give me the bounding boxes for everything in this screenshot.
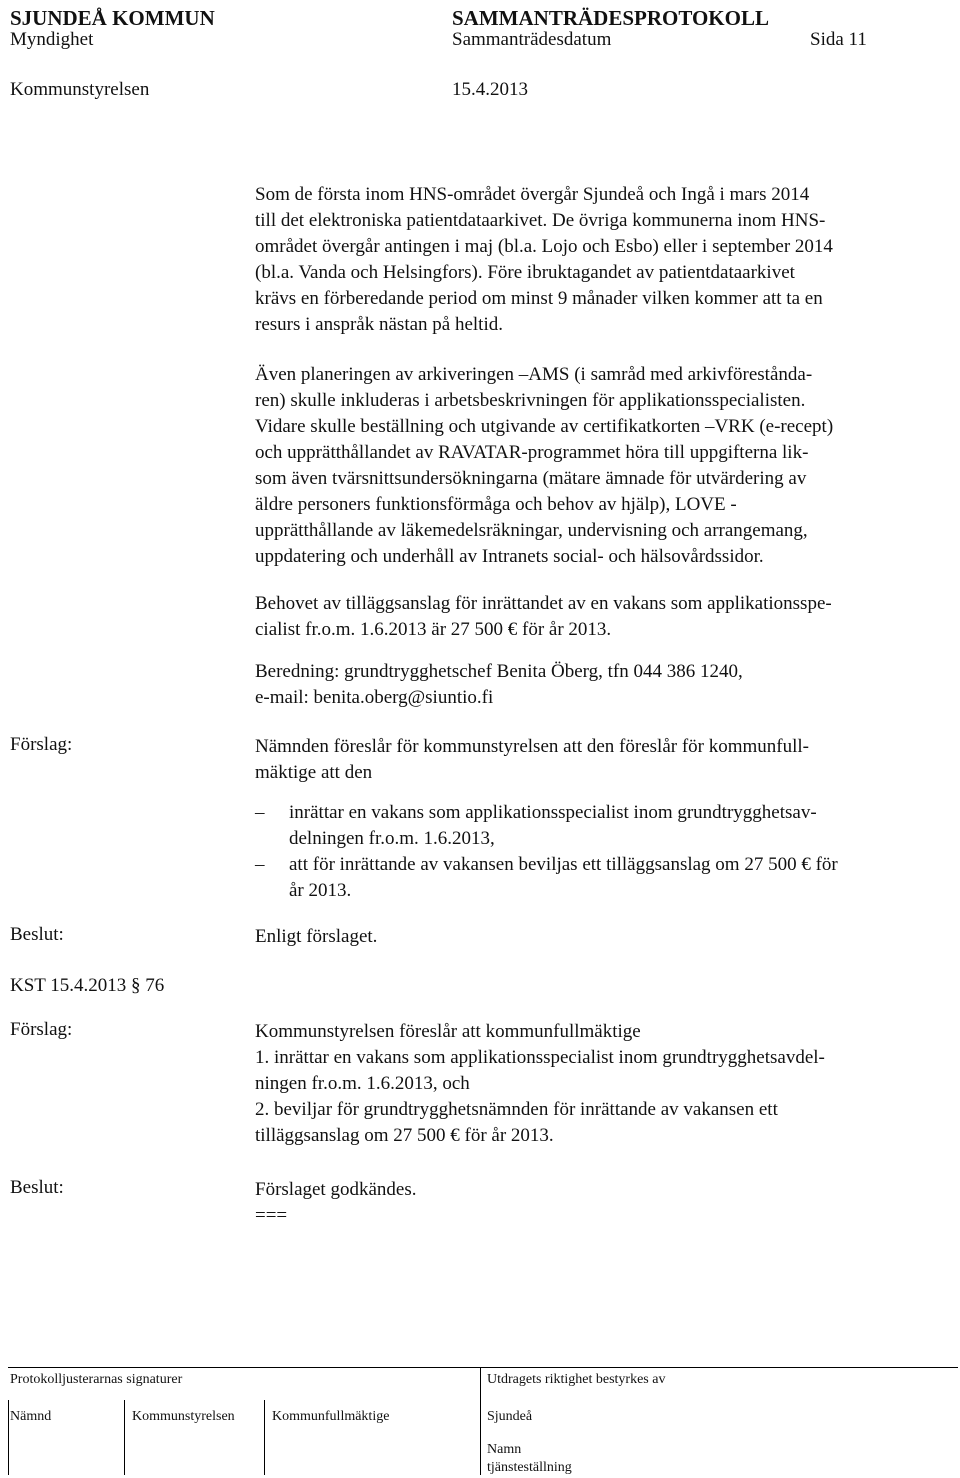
footer-top-rule (8, 1367, 958, 1368)
authority-name: Kommunstyrelsen (10, 79, 150, 100)
footer-rule (8, 1400, 9, 1475)
text-line: Nämnden föreslår för kommunstyrelsen att den föreslår för kommunfull- (255, 736, 810, 757)
text-line: att för inrättande av vakansen beviljas ett tilläggsanslag om 27 500 € för (289, 854, 838, 875)
text-line: krävs en förberedande period om minst 9 månader vilken kommer att ta en (255, 288, 823, 309)
page-number: Sida 11 (810, 29, 867, 50)
text-line: mäktige att den (255, 762, 373, 783)
text-line: uppdatering och underhåll av Intranets social- och hälsovårdssidor. (255, 546, 764, 567)
authority-label: Myndighet (10, 29, 94, 50)
text-line: Beredning: grundtrygghetschef Benita Öberg, tfn 044 386 1240, (255, 661, 743, 682)
footer-rule (124, 1400, 125, 1475)
text-line: 2. beviljar för grundtrygghetsnämnden för inrättande av vakansen ett (255, 1099, 778, 1120)
text-line: upprätthållande av läkemedelsräkningar, undervisning och arrangemang, (255, 520, 808, 541)
text-line: som även tvärsnittsundersökningarna (mätare ämnade för utvärdering av (255, 468, 807, 489)
col-board: Kommunstyrelsen (132, 1409, 235, 1424)
text-line: Som de första inom HNS-området övergår Sjundeå och Ingå i mars 2014 (255, 184, 810, 205)
text-line: och upprätthållandet av RAVATAR-programmet höra till uppgifterna lik- (255, 442, 809, 463)
decision-text: Förslaget godkändes. (255, 1179, 417, 1200)
footer-rule (264, 1400, 265, 1475)
text-line: tilläggsanslag om 27 500 € för år 2013. (255, 1125, 554, 1146)
org-name: SJUNDEÅ KOMMUN (10, 6, 215, 30)
extract-label: Utdragets riktighet bestyrkes av (487, 1372, 666, 1387)
paragraph-job-description (255, 362, 955, 570)
text-line: Även planeringen av arkiveringen –AMS (i samråd med arkivförestånda- (255, 364, 813, 385)
text-line: ren) skulle inkluderas i arbetsbeskrivningen för applikationsspecialisten. (255, 390, 806, 411)
meeting-date: 15.4.2013 (452, 79, 528, 100)
text-line: Kommunstyrelsen föreslår att kommunfullmäktige (255, 1021, 641, 1042)
proposal-board (255, 1019, 955, 1149)
text-line: 1. inrättar en vakans som applikationsspecialist inom grundtrygghetsavdel- (255, 1047, 825, 1068)
text-line: ningen fr.o.m. 1.6.2013, och (255, 1073, 470, 1094)
end-marker: === (255, 1205, 288, 1226)
signatures-label: Protokolljusterarnas signaturer (10, 1372, 183, 1387)
col-committee: Nämnd (10, 1409, 52, 1424)
decision-label: Beslut: (10, 924, 64, 945)
text-line: Behovet av tilläggsanslag för inrättandet av en vakans som applikationsspe- (255, 593, 832, 614)
text-line: år 2013. (289, 880, 352, 901)
position-label: tjänsteställning (487, 1460, 572, 1475)
text-line: resurs i anspråk nästan på heltid. (255, 314, 503, 335)
text-line: delningen fr.o.m. 1.6.2013, (289, 828, 495, 849)
col-council: Kommunfullmäktige (272, 1409, 390, 1424)
decision-text: Enligt förslaget. (255, 926, 378, 947)
paragraph-preparation (255, 659, 955, 711)
text-line: till det elektroniska patientdataarkivet. De övriga kommunerna inom HNS- (255, 210, 826, 231)
proposal-label: Förslag: (10, 734, 73, 755)
kst-reference: KST 15.4.2013 § 76 (10, 975, 165, 996)
decision-label: Beslut: (10, 1177, 64, 1198)
date-label: Sammanträdesdatum (452, 29, 612, 50)
dash-bullet: – (255, 802, 265, 823)
col-municipality: Sjundeå (487, 1409, 533, 1424)
dash-bullet: – (255, 854, 265, 875)
paragraph-archive-schedule (255, 182, 955, 338)
proposal-label: Förslag: (10, 1019, 73, 1040)
text-line: området övergår antingen i maj (bl.a. Lojo och Esbo) eller i september 2014 (255, 236, 833, 257)
text-line: inrättar en vakans som applikationsspecialist inom grundtrygghetsav- (289, 802, 817, 823)
text-line: Vidare skulle beställning och utgivande av certifikatkorten –VRK (e-recept) (255, 416, 834, 437)
text-line: cialist fr.o.m. 1.6.2013 är 27 500 € för år 2013. (255, 619, 612, 640)
text-line: e-mail: benita.oberg@siuntio.fi (255, 687, 494, 708)
proposal-intro (255, 734, 955, 786)
footer-divider (480, 1367, 481, 1475)
decision-block (255, 1177, 955, 1229)
doc-title: SAMMANTRÄDESPROTOKOLL (452, 6, 769, 30)
text-line: äldre personers funktionsförmåga och behov av hjälp), LOVE - (255, 494, 737, 515)
name-label: Namn (487, 1442, 522, 1457)
text-line: (bl.a. Vanda och Helsingfors). Före ibruktagandet av patientdataarkivet (255, 262, 795, 283)
paragraph-appropriation (255, 591, 955, 643)
